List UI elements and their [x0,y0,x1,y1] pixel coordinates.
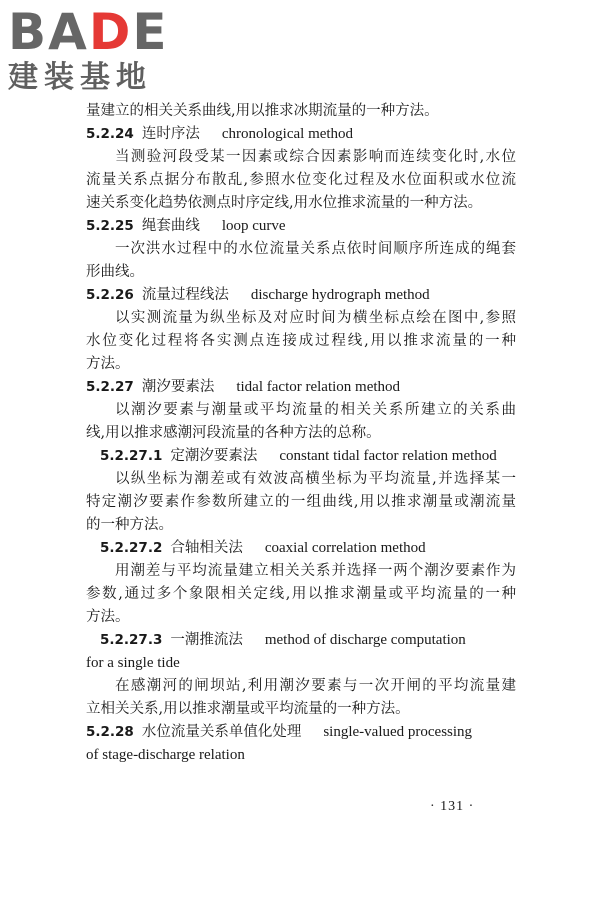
logo-subtitle: 建装基地 [8,60,152,95]
term-english: method of discharge computation [264,632,466,648]
section-number: 5.2.27.3 [100,632,163,648]
paragraph-line: 用潮差与平均流量建立相关关系并选择一两个潮汐要素作为 [115,563,516,579]
section-number: 5.2.24 [86,126,134,142]
section-heading-5-2-28 [86,721,516,744]
section-number: 5.2.27.2 [100,540,163,556]
paragraph-line: 立相关关系,用以推求潮量或平均流量的一种方法。 [86,701,410,717]
term-chinese: 水位流量关系单值化处理 [141,724,302,740]
section-number: 5.2.27 [86,379,134,395]
paragraph-line: 特定潮汐要素作参数所建立的一组曲线,用以推求潮量或潮流量 [86,494,516,510]
term-english-continuation: for a single tide [86,655,180,671]
term-chinese: 流量过程线法 [141,287,229,303]
page-number: · 131 · [430,799,475,814]
logo-wordmark: BADE [8,3,169,61]
section-heading-5-2-27-1 [86,445,516,468]
section-number: 5.2.26 [86,287,134,303]
paragraph-line: 以纵坐标为潮差或有效波高横坐标为平均流量,并选择某一 [115,471,516,487]
paragraph-line: 方法。 [86,609,130,625]
section-heading-5-2-27-2 [86,537,516,560]
term-chinese: 定潮汐要素法 [170,448,258,464]
section-heading-5-2-27 [86,376,516,399]
paragraph-line: 的一种方法。 [86,517,173,533]
section-heading-5-2-25 [86,215,516,238]
paragraph-line: 参数,通过多个象限相关定线,用以推求潮量或平均流量的一种 [86,586,516,602]
paragraph-line: 量建立的相关关系曲线,用以推求冰期流量的一种方法。 [86,103,439,119]
paragraph-line: 在感潮河的闸坝站,利用潮汐要素与一次开闸的平均流量建 [115,678,516,694]
term-english: discharge hydrograph method [250,287,430,303]
term-chinese: 绳套曲线 [141,218,200,234]
paragraph-line: 方法。 [86,356,130,372]
paragraph-line: 速关系变化趋势依测点时序定线,用水位推求流量的一种方法。 [86,195,483,211]
paragraph-line: 以潮汐要素与潮量或平均流量的相关关系所建立的关系曲 [115,402,516,418]
term-english: single-valued processing [323,724,473,740]
term-english-continuation: of stage-discharge relation [86,747,245,763]
term-english: tidal factor relation method [236,379,401,395]
term-english: constant tidal factor relation method [279,448,497,464]
paragraph-line: 当测验河段受某一因素或综合因素影响而连续变化时,水位 [115,149,516,165]
term-chinese: 合轴相关法 [170,540,243,556]
paragraph-line: 一次洪水过程中的水位流量关系点依时间顺序所连成的绳套 [115,241,516,257]
term-english: chronological method [221,126,354,142]
section-number: 5.2.28 [86,724,134,740]
paragraph-line: 以实测流量为纵坐标及对应时间为横坐标点绘在图中,参照 [115,310,516,326]
site-logo [8,3,178,98]
section-number: 5.2.25 [86,218,134,234]
page-body [86,100,516,767]
section-number: 5.2.27.1 [100,448,163,464]
section-heading-5-2-24 [86,123,516,146]
paragraph-line: 线,用以推求感潮河段流量的各种方法的总称。 [86,425,381,441]
paragraph-line: 形曲线。 [86,264,144,280]
term-chinese: 连时序法 [141,126,200,142]
term-english: loop curve [221,218,286,234]
term-chinese: 一潮推流法 [170,632,243,648]
paragraph-line: 流量关系点据分布散乱,参照水位变化过程及水位面积或水位流 [86,172,516,188]
term-english: coaxial correlation method [264,540,426,556]
paragraph-line: 水位变化过程将各实测点连接成过程线,用以推求流量的一种 [86,333,516,349]
section-heading-5-2-26 [86,284,516,307]
term-chinese: 潮汐要素法 [141,379,215,395]
section-heading-5-2-27-3 [86,629,516,652]
